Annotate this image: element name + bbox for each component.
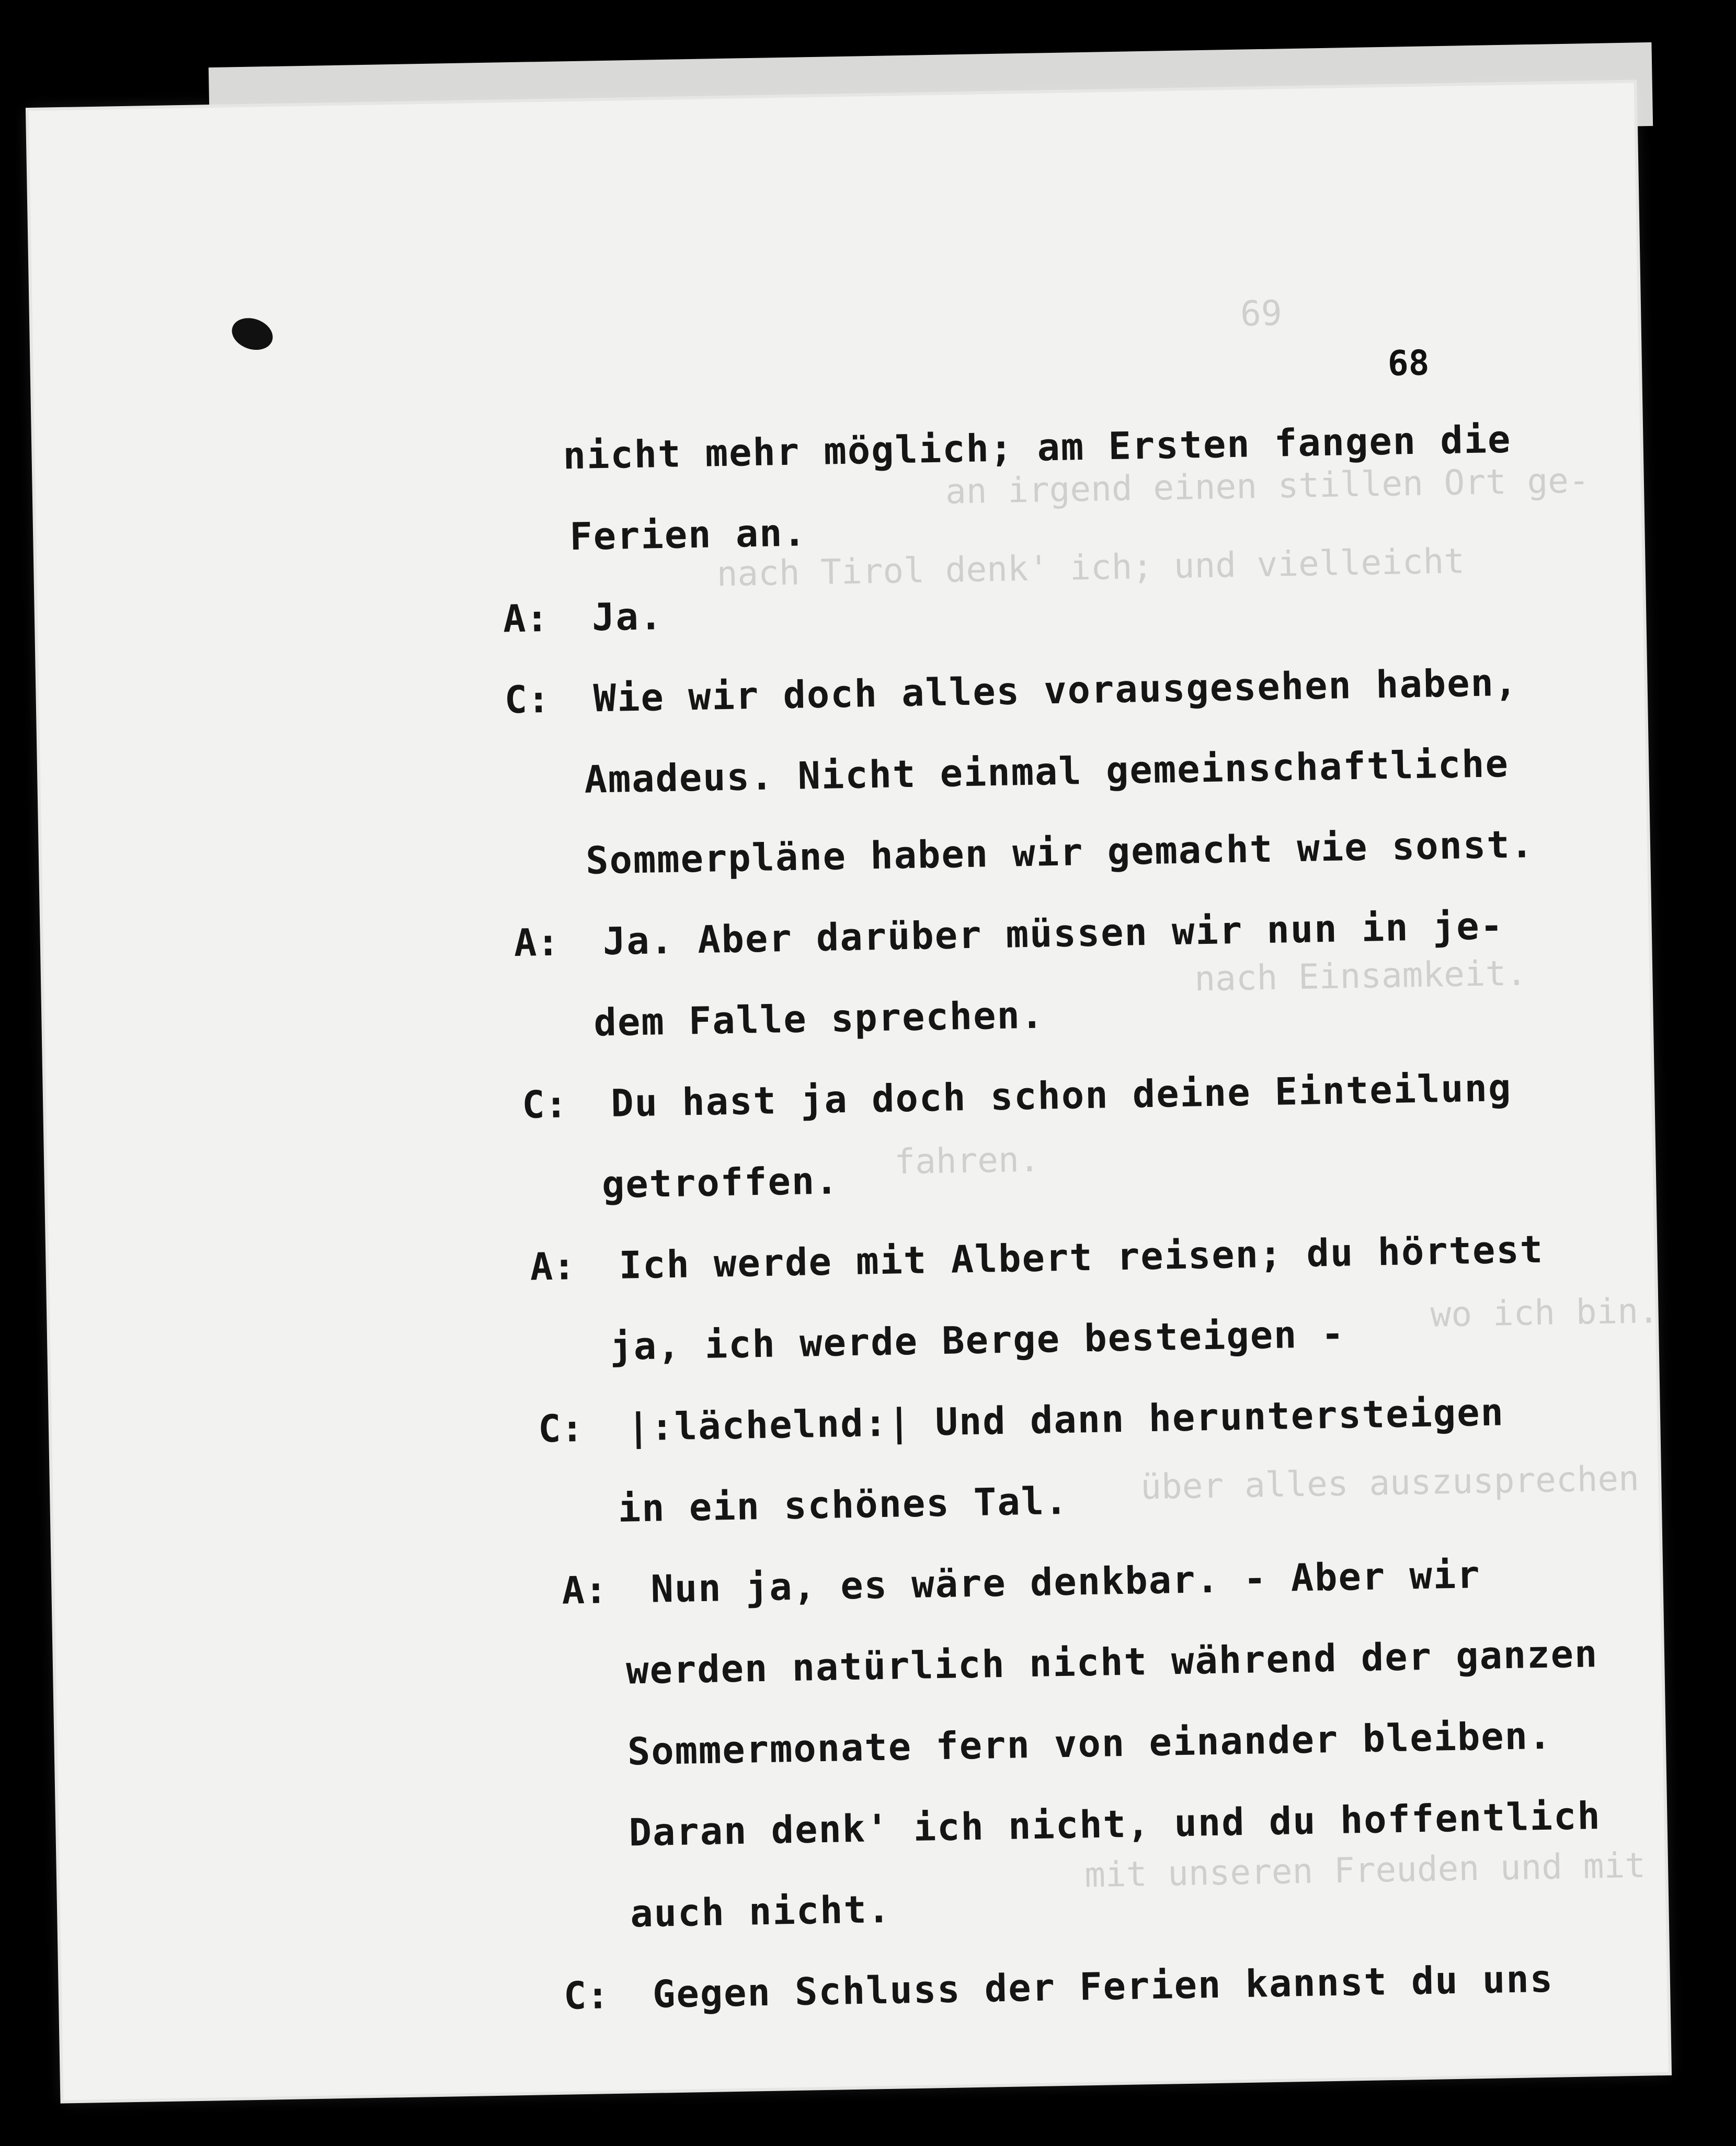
bleed-through-line: nach Tirol denk' ich; und vielleicht (716, 541, 1465, 595)
bleed-through-line: über alles auszusprechen (1140, 1458, 1640, 1508)
text-line: nicht mehr möglich; am Ersten fangen die (562, 417, 1512, 478)
text-line: Wie wir doch alles vorausgesehen haben, (593, 660, 1518, 721)
typewritten-page (29, 83, 1669, 2101)
text-line: Amadeus. Nicht einmal gemeinschaftliche (584, 741, 1510, 802)
text-line: Sommerpläne haben wir gemacht wie sonst. (585, 822, 1535, 883)
speaker-label: C: (538, 1406, 584, 1451)
text-line: in ein schönes Tal. (618, 1478, 1069, 1531)
text-line: Du hast ja doch schon deine Einteilung (610, 1065, 1513, 1125)
speaker-label: C: (521, 1082, 568, 1127)
text-line: auch nicht. (630, 1887, 892, 1936)
text-line: Ja. (591, 594, 664, 640)
bleed-through-line: wo ich bin. (1430, 1291, 1660, 1335)
text-line: Sommermonate fern von einander bleiben. (627, 1713, 1552, 1774)
text-line: |:lächelnd:| Und dann heruntersteigen (626, 1390, 1505, 1449)
ghost-page-number: 69 (1240, 293, 1283, 334)
bleed-through-line: nach Einsamkeit. (1194, 953, 1527, 999)
punch-hole (227, 313, 277, 355)
text-line: Ferien an. (569, 510, 807, 559)
speaker-label: A: (513, 920, 560, 965)
text-line: Gegen Schluss der Ferien kannst du uns (652, 1956, 1554, 2016)
text-line: dem Falle sprechen. (593, 992, 1045, 1045)
text-line: Ich werde mit Albert reisen; du hörtest (618, 1227, 1544, 1287)
text-line: Daran denk' ich nicht, und du hoffentlich (628, 1794, 1602, 1855)
speaker-label: A: (530, 1244, 576, 1289)
text-line: Nun ja, es wäre denkbar. - Aber wir (650, 1553, 1481, 1611)
speaker-label: A: (502, 596, 549, 641)
text-line: werden natürlich nicht während der ganzen (625, 1631, 1598, 1693)
text-line: Ja. Aber darüber müssen wir nun in je- (602, 904, 1504, 964)
text-line: getroffen. (601, 1158, 840, 1207)
text-line: ja, ich werde Berge besteigen - (609, 1311, 1345, 1369)
speaker-label: C: (563, 1973, 610, 2018)
page-number: 68 (1387, 343, 1430, 384)
speaker-label: C: (504, 677, 551, 722)
speaker-label: A: (561, 1568, 608, 1613)
bleed-through-line: an irgend einen stillen Ort ge- (945, 460, 1590, 512)
bleed-through-line: mit unseren Freuden und mit (1084, 1845, 1646, 1896)
bleed-through-line: fahren. (894, 1139, 1041, 1182)
